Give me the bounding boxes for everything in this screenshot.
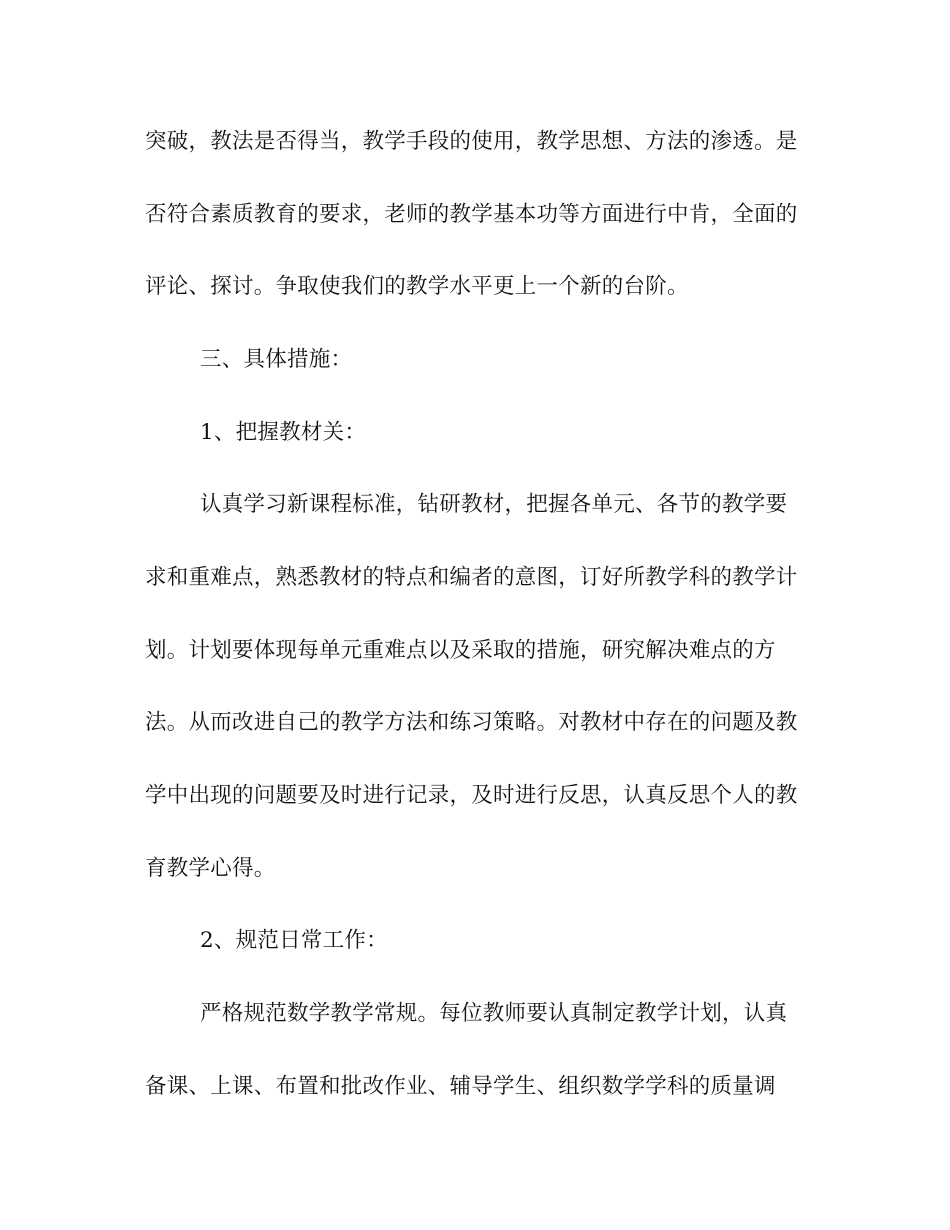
paragraph-line: 育教学心得。 [145,856,276,881]
paragraph-line: 否符合素质教育的要求，老师的教学基本功等方面进行中肯，全面的 [145,202,798,227]
section-heading: 三、具体措施： [200,347,353,372]
paragraph-line: 突破，教法是否得当，教学手段的使用，教学思想、方法的渗透。是 [145,129,798,154]
paragraph-line: 备课、上课、布置和批改作业、辅导学生、组织数学学科的质量调 [145,1074,776,1099]
subsection-heading: 2、规范日常工作： [200,928,388,953]
paragraph-line: 学中出现的问题要及时进行记录，及时进行反思，认真反思个人的教 [145,783,798,808]
paragraph-line: 划。计划要体现每单元重难点以及采取的措施，研究解决难点的方 [145,638,776,663]
paragraph-line: 评论、探讨。争取使我们的教学水平更上一个新的台阶。 [145,274,689,299]
paragraph-line: 求和重难点，熟悉教材的特点和编者的意图，订好所教学科的教学计 [145,565,798,590]
paragraph-line: 严格规范数学教学常规。每位教师要认真制定教学计划，认真 [200,1001,788,1026]
paragraph-line: 法。从而改进自己的教学方法和练习策略。对教材中存在的问题及教 [145,710,798,735]
subsection-heading: 1、把握教材关： [200,420,367,445]
paragraph-line: 认真学习新课程标准，钻研教材，把握各单元、各节的教学要 [200,492,788,517]
